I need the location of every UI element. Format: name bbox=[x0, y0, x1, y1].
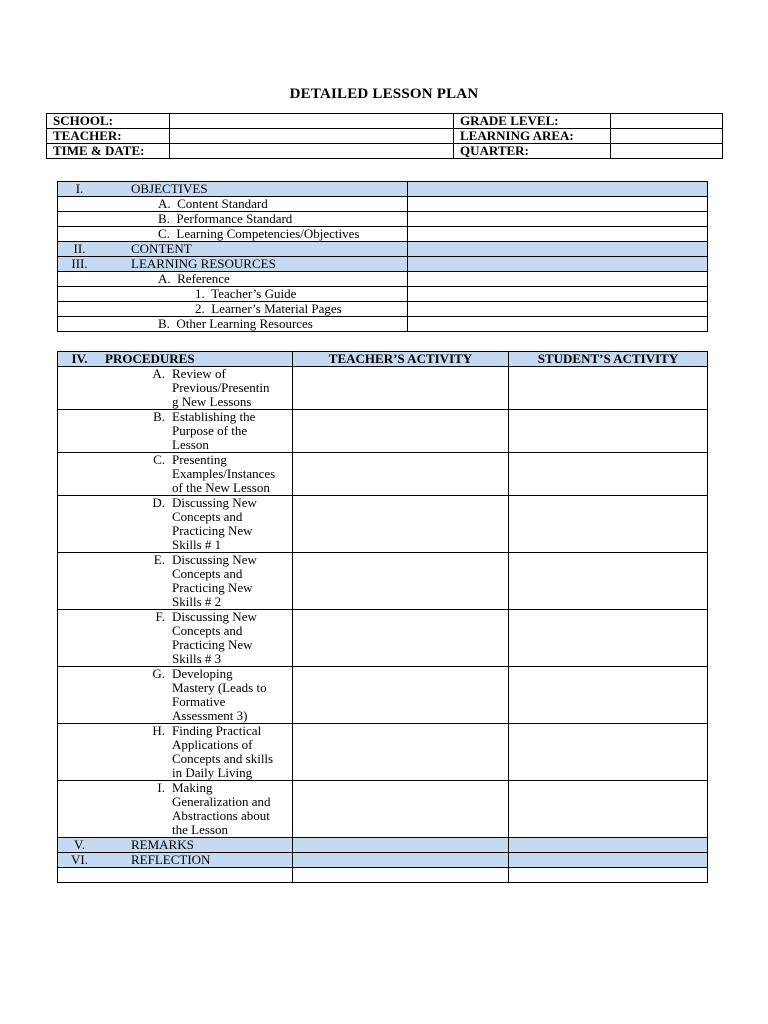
objectives-row-label bbox=[58, 257, 408, 272]
step-letter: E. bbox=[153, 552, 165, 567]
step-letter: B. bbox=[153, 409, 165, 424]
teacher-activity-cell[interactable] bbox=[293, 553, 509, 610]
step-text-line: of the New Lesson bbox=[172, 480, 270, 495]
objectives-row bbox=[58, 257, 708, 272]
lesson-info-table bbox=[46, 113, 723, 159]
step-letter: F. bbox=[155, 609, 165, 624]
objectives-row-label bbox=[58, 302, 408, 317]
objectives-row bbox=[58, 212, 708, 227]
objectives-row-label bbox=[58, 197, 408, 212]
learning-area-label: LEARNING AREA: bbox=[454, 129, 611, 144]
step-text-line: Formative bbox=[172, 694, 226, 709]
step-text-line: Abstractions about bbox=[172, 808, 270, 823]
objectives-row-label bbox=[58, 227, 408, 242]
page-title: DETAILED LESSON PLAN bbox=[289, 86, 479, 102]
item-label: Performance Standard bbox=[176, 211, 293, 226]
item-letter: B. bbox=[158, 316, 170, 331]
remarks-label-cell bbox=[58, 838, 293, 853]
step-text-line: Discussing New bbox=[172, 552, 257, 567]
objectives-row bbox=[58, 242, 708, 257]
objectives-row-content[interactable] bbox=[408, 197, 708, 212]
procedures-table bbox=[57, 351, 708, 883]
procedure-row bbox=[58, 781, 708, 838]
objectives-row bbox=[58, 182, 708, 197]
teacher-activity-header: TEACHER’S ACTIVITY bbox=[293, 352, 509, 367]
step-text-line: Review of bbox=[172, 366, 226, 381]
roman-numeral: VI. bbox=[71, 852, 88, 867]
student-activity-cell[interactable] bbox=[509, 667, 708, 724]
student-activity-cell[interactable] bbox=[509, 724, 708, 781]
procedures-header-label: PROCEDURES bbox=[105, 351, 195, 366]
student-activity-cell[interactable] bbox=[509, 410, 708, 453]
step-text-line: Presenting bbox=[172, 452, 227, 467]
step-letter: D. bbox=[152, 495, 165, 510]
step-text-line: Developing bbox=[172, 666, 233, 681]
objectives-row-label bbox=[58, 182, 408, 197]
procedure-row bbox=[58, 453, 708, 496]
student-activity-cell[interactable] bbox=[509, 553, 708, 610]
step-letter: C. bbox=[153, 452, 165, 467]
item-letter: B. bbox=[158, 211, 170, 226]
item-letter: A. bbox=[158, 196, 171, 211]
remarks-row bbox=[58, 838, 708, 853]
procedure-row bbox=[58, 367, 708, 410]
teacher-activity-cell[interactable] bbox=[293, 367, 509, 410]
objectives-row bbox=[58, 272, 708, 287]
step-text-line: Mastery (Leads to bbox=[172, 680, 267, 695]
item-label: Teacher’s Guide bbox=[211, 286, 297, 301]
remarks-student-cell[interactable] bbox=[509, 838, 708, 853]
reflection-label-cell bbox=[58, 853, 293, 868]
procedure-step bbox=[58, 367, 293, 410]
objectives-row-content[interactable] bbox=[408, 287, 708, 302]
teacher-activity-cell[interactable] bbox=[293, 781, 509, 838]
school-label: SCHOOL: bbox=[47, 114, 170, 129]
school-field[interactable] bbox=[170, 114, 454, 129]
procedure-step bbox=[58, 781, 293, 838]
procedure-row bbox=[58, 724, 708, 781]
teacher-activity-cell[interactable] bbox=[293, 724, 509, 781]
step-text-line: Assessment 3) bbox=[172, 708, 248, 723]
learning-area-field[interactable] bbox=[611, 129, 723, 144]
student-activity-cell[interactable] bbox=[509, 496, 708, 553]
roman-numeral: III. bbox=[71, 256, 88, 271]
item-number: 2. bbox=[195, 301, 205, 316]
objectives-row bbox=[58, 287, 708, 302]
student-activity-cell[interactable] bbox=[509, 367, 708, 410]
item-label: Learner’s Material Pages bbox=[211, 301, 342, 316]
item-label: Other Learning Resources bbox=[176, 316, 313, 331]
procedure-step bbox=[58, 610, 293, 667]
student-activity-cell[interactable] bbox=[509, 610, 708, 667]
item-number: 1. bbox=[195, 286, 205, 301]
procedure-row bbox=[58, 667, 708, 724]
grade-level-label: GRADE LEVEL: bbox=[454, 114, 611, 129]
teacher-activity-cell[interactable] bbox=[293, 610, 509, 667]
time-date-field[interactable] bbox=[170, 144, 454, 159]
step-text-line: the Lesson bbox=[172, 822, 228, 837]
blank-cell-1[interactable] bbox=[58, 868, 293, 883]
step-text-line: Examples/Instances bbox=[172, 466, 276, 481]
procedure-step bbox=[58, 553, 293, 610]
reflection-teacher-cell[interactable] bbox=[293, 853, 509, 868]
step-letter: H. bbox=[152, 723, 165, 738]
step-text-line: Skills # 1 bbox=[172, 537, 222, 552]
grade-level-field[interactable] bbox=[611, 114, 723, 129]
step-letter: G. bbox=[152, 666, 165, 681]
teacher-activity-cell[interactable] bbox=[293, 667, 509, 724]
teacher-field[interactable] bbox=[170, 129, 454, 144]
objectives-row-label bbox=[58, 242, 408, 257]
reflection-label: REFLECTION bbox=[131, 852, 211, 867]
step-text-line: Concepts and skills bbox=[172, 751, 274, 766]
student-activity-header: STUDENT’S ACTIVITY bbox=[509, 352, 708, 367]
step-text-line: Discussing New bbox=[172, 495, 257, 510]
step-text-line: Establishing the bbox=[172, 409, 256, 424]
objectives-table bbox=[57, 181, 708, 332]
step-text-line: Generalization and bbox=[172, 794, 271, 809]
objectives-row-content[interactable] bbox=[408, 302, 708, 317]
step-text-line: Practicing New bbox=[172, 523, 253, 538]
step-text-line: g New Lessons bbox=[172, 394, 252, 409]
procedure-step bbox=[58, 453, 293, 496]
step-text-line: Practicing New bbox=[172, 637, 253, 652]
objectives-row bbox=[58, 227, 708, 242]
procedure-step bbox=[58, 667, 293, 724]
step-text-line: Previous/Presentin bbox=[172, 380, 270, 395]
objectives-row-content[interactable] bbox=[408, 242, 708, 257]
teacher-label: TEACHER: bbox=[47, 129, 170, 144]
objectives-row-label bbox=[58, 287, 408, 302]
item-letter: C. bbox=[158, 226, 170, 241]
objectives-row bbox=[58, 302, 708, 317]
roman-numeral: II. bbox=[73, 241, 86, 256]
step-text-line: Finding Practical bbox=[172, 723, 262, 738]
step-letter: I. bbox=[157, 780, 165, 795]
procedures-roman: IV. bbox=[71, 351, 88, 366]
procedure-row bbox=[58, 410, 708, 453]
procedure-step bbox=[58, 410, 293, 453]
student-activity-cell[interactable] bbox=[509, 781, 708, 838]
step-text-line: Concepts and bbox=[172, 566, 243, 581]
procedure-row bbox=[58, 553, 708, 610]
remarks-label: REMARKS bbox=[131, 837, 194, 852]
section-label: LEARNING RESOURCES bbox=[131, 256, 276, 271]
blank-cell-3[interactable] bbox=[509, 868, 708, 883]
objectives-row bbox=[58, 317, 708, 332]
step-text-line: Concepts and bbox=[172, 509, 243, 524]
step-text-line: Concepts and bbox=[172, 623, 243, 638]
time-date-label: TIME & DATE: bbox=[47, 144, 170, 159]
objectives-row-label bbox=[58, 272, 408, 287]
item-letter: A. bbox=[158, 271, 171, 286]
step-text-line: Applications of bbox=[172, 737, 253, 752]
objectives-row-content[interactable] bbox=[408, 212, 708, 227]
roman-numeral: I. bbox=[75, 181, 84, 196]
step-text-line: in Daily Living bbox=[172, 765, 253, 780]
objectives-row-content[interactable] bbox=[408, 272, 708, 287]
step-text-line: Lesson bbox=[172, 437, 209, 452]
reflection-row bbox=[58, 853, 708, 868]
objectives-row-content[interactable] bbox=[408, 257, 708, 272]
reflection-student-cell[interactable] bbox=[509, 853, 708, 868]
step-text-line: Skills # 3 bbox=[172, 651, 222, 666]
objectives-row-label bbox=[58, 212, 408, 227]
blank-cell-2[interactable] bbox=[293, 868, 509, 883]
roman-numeral: V. bbox=[74, 837, 85, 852]
procedure-row bbox=[58, 496, 708, 553]
blank-row bbox=[58, 868, 708, 883]
objectives-row-content[interactable] bbox=[408, 227, 708, 242]
section-label: OBJECTIVES bbox=[131, 181, 208, 196]
section-label: CONTENT bbox=[131, 241, 192, 256]
remarks-teacher-cell[interactable] bbox=[293, 838, 509, 853]
quarter-field[interactable] bbox=[611, 144, 723, 159]
quarter-label: QUARTER: bbox=[454, 144, 611, 159]
student-activity-cell[interactable] bbox=[509, 453, 708, 496]
teacher-activity-cell[interactable] bbox=[293, 496, 509, 553]
step-text-line: Skills # 2 bbox=[172, 594, 222, 609]
objectives-row-content[interactable] bbox=[408, 182, 708, 197]
objectives-row-label bbox=[58, 317, 408, 332]
step-letter: A. bbox=[152, 366, 165, 381]
procedure-step bbox=[58, 724, 293, 781]
objectives-row bbox=[58, 197, 708, 212]
objectives-row-content[interactable] bbox=[408, 317, 708, 332]
teacher-activity-cell[interactable] bbox=[293, 410, 509, 453]
teacher-activity-cell[interactable] bbox=[293, 453, 509, 496]
procedure-row bbox=[58, 610, 708, 667]
item-label: Learning Competencies/Objectives bbox=[176, 226, 360, 241]
step-text-line: Making bbox=[172, 780, 213, 795]
step-text-line: Purpose of the bbox=[172, 423, 248, 438]
step-text-line: Practicing New bbox=[172, 580, 253, 595]
step-text-line: Discussing New bbox=[172, 609, 257, 624]
item-label: Reference bbox=[177, 271, 230, 286]
item-label: Content Standard bbox=[177, 196, 268, 211]
procedures-header bbox=[58, 352, 293, 367]
procedure-step bbox=[58, 496, 293, 553]
